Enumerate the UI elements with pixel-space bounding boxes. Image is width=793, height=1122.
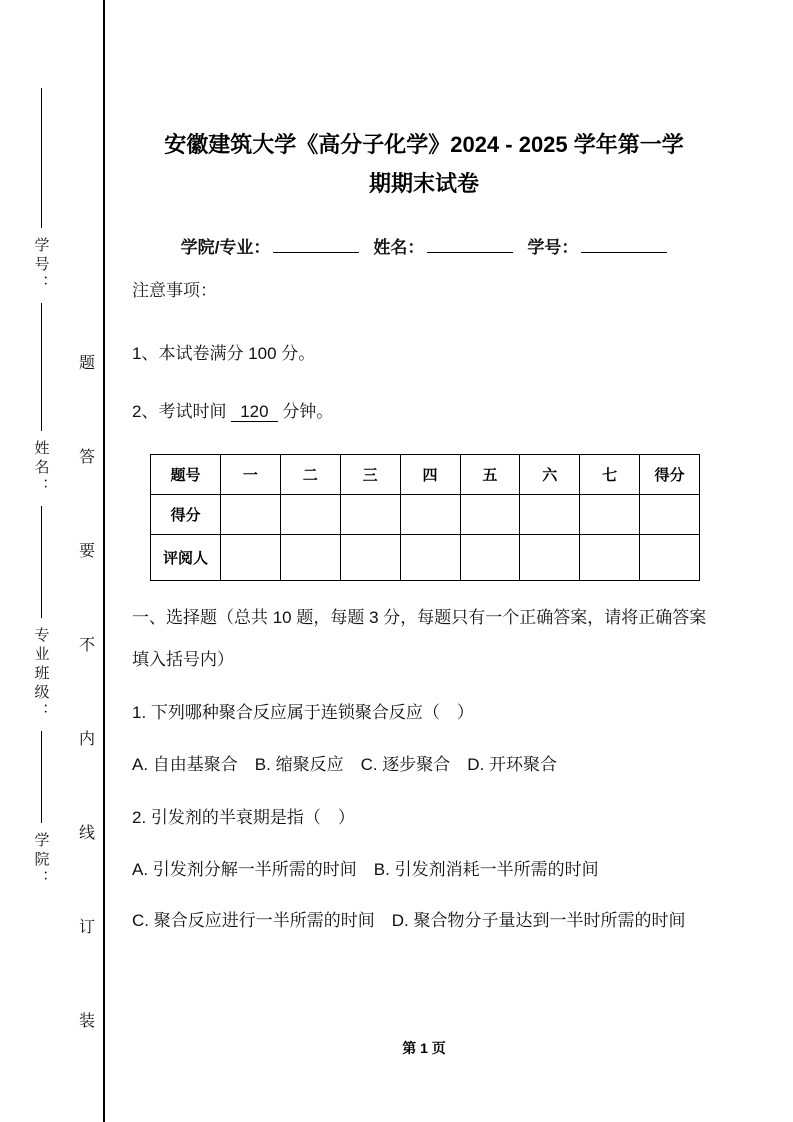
question-2-options-cd: C. 聚合反应进行一半所需的时间 D. 聚合物分子量达到一半时所需的时间 — [132, 910, 686, 930]
major-class-label: 专业班级： — [32, 627, 50, 722]
reviewer-cell — [221, 534, 281, 580]
binding-char: 内 — [78, 731, 95, 748]
college-major-blank — [273, 248, 359, 253]
college-label: 学院： — [32, 832, 50, 889]
score-table-col-header: 一 — [221, 454, 281, 494]
binding-char: 题 — [78, 355, 95, 372]
reviewer-row-label: 评阅人 — [151, 534, 221, 580]
score-table-col-header: 三 — [340, 454, 400, 494]
binding-char: 装 — [78, 1013, 95, 1030]
student-name-blank-line — [41, 303, 42, 431]
question-1-stem: 1. 下列哪种聚合反应属于连锁聚合反应（ ） — [132, 702, 474, 722]
section-1-heading: 一、选择题（总共 10 题，每题 3 分，每题只有一个正确答案，请将正确答案填入括号内） — [132, 607, 707, 669]
title-line-1: 安徽建筑大学《高分子化学》2024 - 2025 学年第一学 — [164, 132, 684, 157]
score-table — [150, 454, 700, 581]
question-2-stem: 2. 引发剂的半衰期是指（ ） — [132, 807, 355, 827]
college-blank-line — [41, 731, 42, 823]
score-table-corner-cell: 题号 — [151, 454, 221, 494]
score-table-col-header: 五 — [460, 454, 520, 494]
score-table-header-row — [151, 454, 700, 494]
page-number: 第 1 页 — [402, 1040, 446, 1056]
score-table-col-header: 七 — [580, 454, 640, 494]
exam-content — [132, 0, 716, 942]
notice-item-1: 1、本试卷满分 100 分。 — [132, 343, 316, 363]
score-cell — [640, 494, 700, 534]
notice-item-2-prefix: 2、考试时间 — [132, 402, 227, 421]
reviewer-cell — [340, 534, 400, 580]
binding-divider-line — [103, 0, 105, 1122]
score-cell — [280, 494, 340, 534]
binding-line-text — [74, 350, 100, 1031]
score-cell — [520, 494, 580, 534]
score-table-col-header: 六 — [520, 454, 580, 494]
reviewer-cell — [640, 534, 700, 580]
reviewer-cell — [460, 534, 520, 580]
title-line-2: 期期末试卷 — [368, 170, 479, 196]
student-info-form-row — [132, 233, 716, 258]
binding-char: 要 — [78, 543, 95, 560]
score-table-col-header: 二 — [280, 454, 340, 494]
major-class-blank-line — [41, 506, 42, 618]
binding-char: 线 — [78, 825, 95, 842]
binding-char: 答 — [78, 449, 95, 466]
student-id-blank-line — [41, 88, 42, 228]
student-id-label: 学号： — [32, 237, 50, 294]
binding-char: 不 — [78, 637, 95, 654]
exam-duration-value: 120 — [231, 402, 277, 422]
student-id-blank — [581, 248, 667, 253]
question-1-options: A. 自由基聚合 B. 缩聚反应 C. 逐步聚合 D. 开环聚合 — [132, 755, 558, 774]
student-info-margin — [22, 88, 60, 889]
notice-item-2-suffix: 分钟。 — [282, 402, 334, 421]
reviewer-cell — [280, 534, 340, 580]
reviewer-cell — [580, 534, 640, 580]
score-cell — [400, 494, 460, 534]
college-major-field-label: 学院/专业： — [180, 238, 271, 257]
score-table-col-header: 得分 — [640, 454, 700, 494]
score-cell — [340, 494, 400, 534]
name-blank — [427, 248, 513, 253]
score-row-label: 得分 — [151, 494, 221, 534]
student-id-field-label: 学号： — [527, 238, 579, 257]
notice-item-2 — [132, 391, 716, 434]
score-table-col-header: 四 — [400, 454, 460, 494]
reviewer-cell — [400, 534, 460, 580]
student-name-label: 姓名： — [32, 440, 50, 497]
score-cell — [460, 494, 520, 534]
score-table-score-row — [151, 494, 700, 534]
page-title — [132, 126, 716, 203]
score-cell — [221, 494, 281, 534]
score-table-reviewer-row — [151, 534, 700, 580]
question-2-options-ab: A. 引发剂分解一半所需的时间 B. 引发剂消耗一半所需的时间 — [132, 860, 599, 879]
reviewer-cell — [520, 534, 580, 580]
notice-heading: 注意事项： — [132, 281, 217, 300]
score-cell — [580, 494, 640, 534]
name-field-label: 姓名： — [373, 238, 425, 257]
binding-char: 订 — [78, 919, 95, 936]
